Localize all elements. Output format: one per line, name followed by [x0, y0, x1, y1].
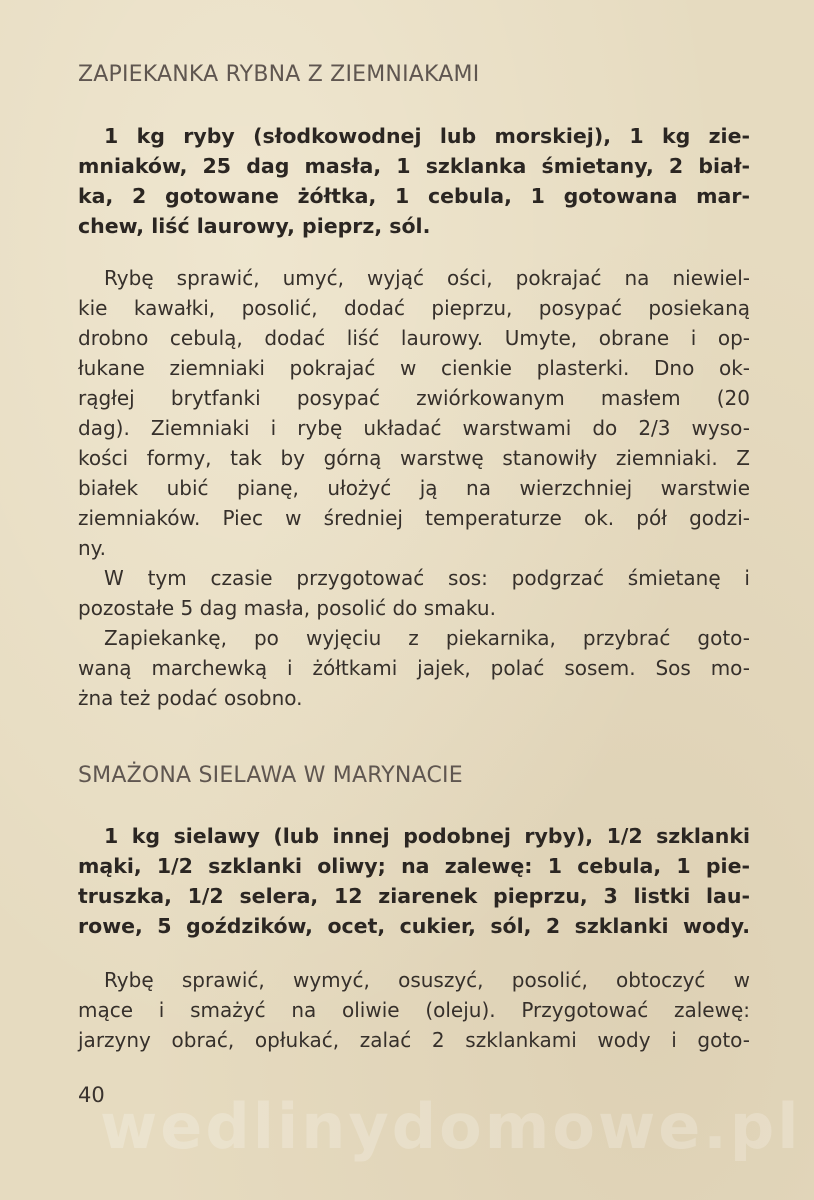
recipe1-ingredients	[78, 121, 750, 241]
recipe2-title: SMAŻONA SIELAWA W MARYNACIE	[78, 763, 463, 788]
recipe1-title: ZAPIEKANKA RYBNA Z ZIEMNIAKAMI	[78, 62, 480, 87]
text-line: truszka, 1/2 selera, 12 ziarenek pieprzu, 3 listki lau-	[78, 884, 750, 908]
recipe2-method	[78, 965, 750, 1055]
text-line: Rybę sprawić, umyć, wyjąć ości, pokrajać na niewiel-	[104, 266, 750, 290]
text-line: łukane ziemniaki pokrajać w cienkie plasterki. Dno ok-	[78, 356, 750, 380]
recipe2-ingredients	[78, 821, 750, 941]
text-line: dag). Ziemniaki i rybę układać warstwami do 2/3 wyso-	[78, 416, 750, 440]
text-line: Rybę sprawić, wymyć, osuszyć, posolić, obtoczyć w	[104, 968, 750, 992]
text-line: jarzyny obrać, opłukać, zalać 2 szklankami wody i goto-	[78, 1028, 750, 1052]
text-line: ziemniaków. Piec w średniej temperaturze ok. pół godzi-	[78, 506, 750, 530]
text-line: kie kawałki, posolić, dodać pieprzu, posypać posiekaną	[78, 296, 750, 320]
text-line: waną marchewką i żółtkami jajek, polać sosem. Sos mo-	[78, 656, 750, 680]
text-line: żna też podać osobno.	[78, 686, 303, 710]
page-number: 40	[78, 1083, 105, 1107]
text-line: kości formy, tak by górną warstwę stanowiły ziemniaki. Z	[78, 446, 750, 470]
text-line: drobno cebulą, dodać liść laurowy. Umyte, obrane i op-	[78, 326, 750, 350]
text-line: ka, 2 gotowane żółtka, 1 cebula, 1 gotowana mar-	[78, 184, 750, 208]
text-line: białek ubić pianę, ułożyć ją na wierzchniej warstwie	[78, 476, 750, 500]
text-line: mniaków, 25 dag masła, 1 szklanka śmietany, 2 biał-	[78, 154, 750, 178]
text-line: pozostałe 5 dag masła, posolić do smaku.	[78, 596, 496, 620]
text-line: 1 kg ryby (słodkowodnej lub morskiej), 1 kg zie-	[104, 124, 750, 148]
text-line: rągłej brytfanki posypać zwiórkowanym masłem (20	[78, 386, 750, 410]
recipe1-method	[78, 263, 750, 713]
text-line: W tym czasie przygotować sos: podgrzać śmietanę i	[104, 566, 750, 590]
text-line: mąki, 1/2 szklanki oliwy; na zalewę: 1 cebula, 1 pie-	[78, 854, 750, 878]
watermark: wedlinydomowe.pl	[100, 1090, 802, 1163]
text-line: rowe, 5 goździków, ocet, cukier, sól, 2 szklanki wody.	[78, 914, 750, 938]
text-line: mące i smażyć na oliwie (oleju). Przygotować zalewę:	[78, 998, 750, 1022]
text-line: 1 kg sielawy (lub innej podobnej ryby), 1/2 szklanki	[104, 824, 750, 848]
text-line: chew, liść laurowy, pieprz, sól.	[78, 214, 431, 238]
text-line: ny.	[78, 536, 107, 560]
text-line: Zapiekankę, po wyjęciu z piekarnika, przybrać goto-	[104, 626, 750, 650]
